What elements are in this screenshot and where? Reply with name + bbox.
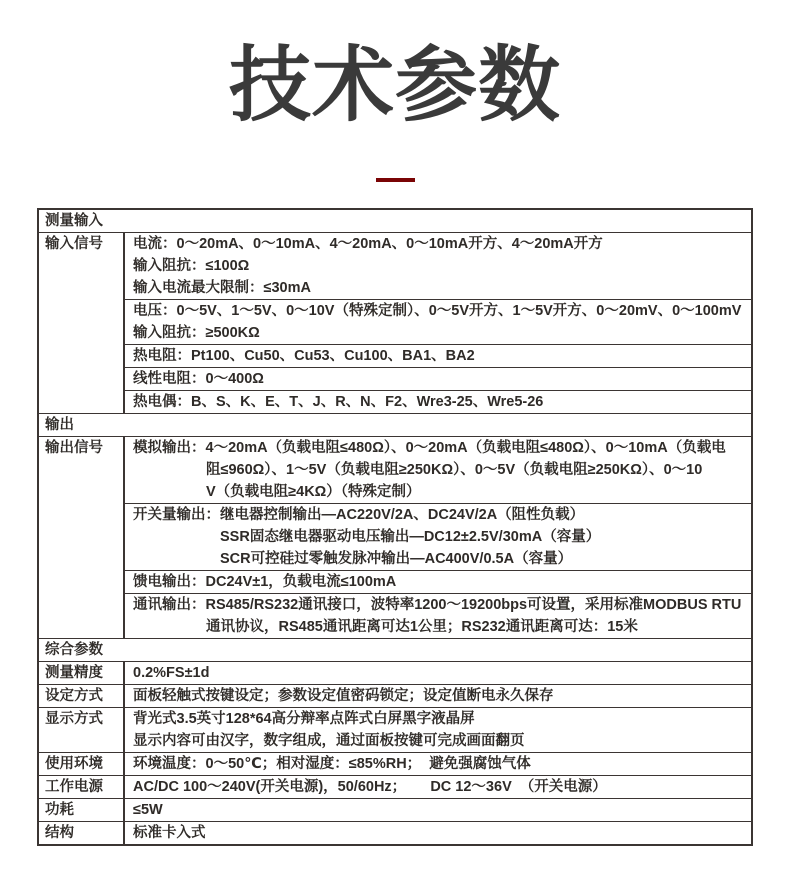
spec-subrow	[125, 799, 751, 821]
row-content	[125, 753, 751, 775]
spec-line: 背光式3.5英寸128*64高分辩率点阵式白屏黑字液晶屏	[133, 711, 475, 727]
row-content	[125, 685, 751, 707]
table-row	[39, 799, 751, 822]
spec-line: 显示内容可由汉字，数字组成，通过面板按键可完成画面翻页	[133, 733, 525, 749]
spec-line: 通讯协议，RS485通讯距离可达1公里；RS232通讯距离可达：15米	[206, 619, 638, 635]
table-row	[39, 437, 751, 639]
table-row	[39, 662, 751, 685]
spec-subrow	[125, 685, 751, 707]
section-header-row: 综合参数	[39, 639, 751, 662]
spec-subrow	[125, 776, 751, 798]
row-content	[125, 776, 751, 798]
spec-line: 电压：0～5V、1～5V、0～10V（特殊定制）、0～5V开方、1～5V开方、0～20mV、0～100mV	[133, 303, 742, 319]
spec-subrow	[125, 594, 751, 638]
spec-line: 热电偶：B、S、K、E、T、J、R、N、F2、Wre3-25、Wre5-26	[133, 394, 544, 410]
spec-line: 电流：0～20mA、0～10mA、4～20mA、0～10mA开方、4～20mA开方	[133, 236, 603, 252]
table-row	[39, 233, 751, 414]
title-underline	[376, 178, 415, 182]
page-title: 技术参数	[228, 40, 561, 131]
row-label: 测量精度	[39, 662, 125, 684]
spec-subrow	[125, 437, 751, 504]
spec-line: 热电阻：Pt100、Cu50、Cu53、Cu100、BA1、BA2	[133, 348, 475, 364]
row-label: 设定方式	[39, 685, 125, 707]
row-content	[125, 708, 751, 752]
spec-line: 输入阻抗：≥500KΩ	[133, 325, 260, 341]
spec-line: 开关量输出：继电器控制输出—AC220V/2A、DC24V/2A（阻性负载）	[133, 507, 585, 523]
spec-subrow	[125, 391, 751, 413]
row-label: 功耗	[39, 799, 125, 821]
spec-line: ≤5W	[133, 802, 163, 818]
spec-line: AC/DC 100～240V(开关电源)，50/60Hz； DC 12～36V （开关电源）	[133, 779, 607, 795]
spec-line: 0.2%FS±1d	[133, 665, 210, 681]
spec-line: 线性电阻：0～400Ω	[133, 371, 264, 387]
spec-subrow	[125, 368, 751, 391]
spec-line: 阻≤960Ω）、1～5V（负载电阻≥250KΩ）、0～5V（负载电阻≥250KΩ）、0～10	[206, 462, 703, 478]
row-content	[125, 822, 751, 844]
row-label: 输出信号	[39, 437, 125, 638]
spec-subrow	[125, 708, 751, 752]
spec-subrow	[125, 504, 751, 571]
row-label: 工作电源	[39, 776, 125, 798]
row-content	[125, 233, 751, 413]
spec-line: 通讯输出：RS485/RS232通讯接口，波特率1200～19200bps可设置，采用标准MODBUS RTU	[133, 597, 742, 613]
spec-subrow	[125, 662, 751, 684]
table-row	[39, 776, 751, 799]
spec-line: SSR固态继电器驱动电压输出—DC12±2.5V/30mA（容量）	[220, 529, 601, 545]
row-label: 结构	[39, 822, 125, 844]
table-row	[39, 708, 751, 753]
spec-line: 输入阻抗：≤100Ω	[133, 258, 250, 274]
spec-line: 面板轻触式按键设定；参数设定值密码锁定；设定值断电永久保存	[133, 688, 554, 704]
spec-table	[37, 208, 753, 846]
row-label: 显示方式	[39, 708, 125, 752]
spec-line: 馈电输出：DC24V±1，负载电流≤100mA	[133, 574, 397, 590]
row-label: 使用环境	[39, 753, 125, 775]
spec-subrow	[125, 822, 751, 844]
table-row	[39, 685, 751, 708]
section-header-row: 测量输入	[39, 210, 751, 233]
table-row	[39, 822, 751, 844]
spec-line: 模拟输出：4～20mA（负载电阻≤480Ω）、0～20mA（负载电阻≤480Ω）、0～10mA（负载电	[133, 440, 726, 456]
spec-line: V（负载电阻≥4KΩ）（特殊定制）	[206, 484, 421, 500]
spec-line: SCR可控硅过零触发脉冲输出—AC400V/0.5A（容量）	[220, 551, 573, 567]
spec-line: 输入电流最大限制：≤30mA	[133, 280, 311, 296]
spec-subrow	[125, 300, 751, 345]
row-content	[125, 662, 751, 684]
row-content	[125, 799, 751, 821]
section-header-row: 输出	[39, 414, 751, 437]
spec-subrow	[125, 753, 751, 775]
row-content	[125, 437, 751, 638]
table-row	[39, 753, 751, 776]
row-label: 输入信号	[39, 233, 125, 413]
spec-line: 标准卡入式	[133, 825, 206, 841]
page-header	[0, 0, 790, 182]
spec-subrow	[125, 571, 751, 594]
spec-subrow	[125, 233, 751, 300]
spec-subrow	[125, 345, 751, 368]
spec-line: 环境温度：0～50℃；相对湿度：≤85%RH； 避免强腐蚀气体	[133, 756, 531, 772]
